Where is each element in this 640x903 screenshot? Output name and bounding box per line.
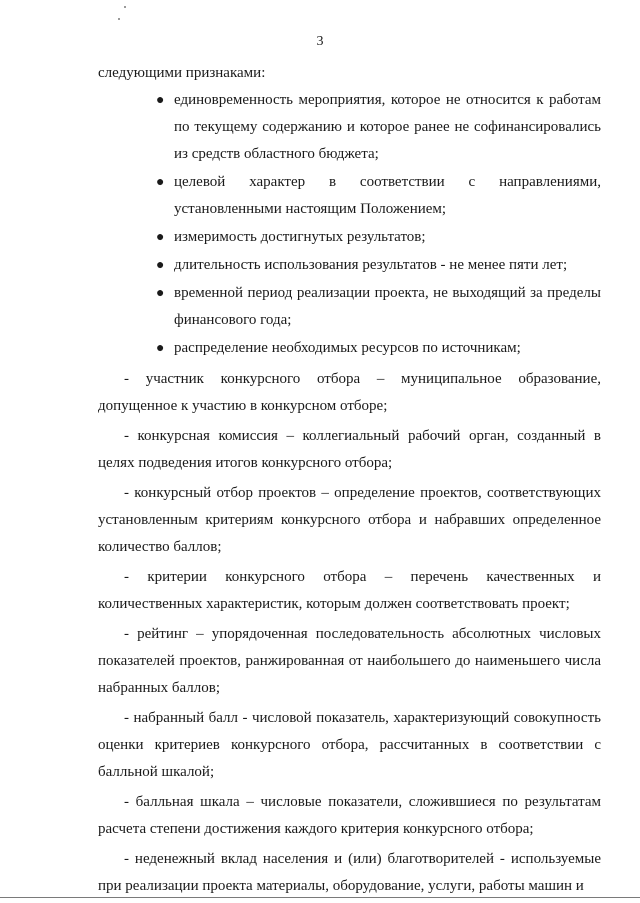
definition-paragraph: - рейтинг – упорядоченная последовательность абсолютных числовых показателей проектов, ранжированная от наибольшего до наименьшего числа набранных баллов; <box>98 626 601 696</box>
page-number: 3 <box>316 34 324 49</box>
scan-edge-line <box>0 897 640 898</box>
bullet-icon: ● <box>156 175 165 190</box>
list-item: ● измеримость достигнутых результатов; <box>174 224 601 251</box>
definition-paragraph: - балльная шкала – числовые показатели, сложившиеся по результатам расчета степени достижения каждого критерия конкурсного отбора; <box>98 794 601 837</box>
list-item: ● распределение необходимых ресурсов по источникам; <box>174 335 601 362</box>
bullet-icon: ● <box>156 258 165 273</box>
bullet-icon: ● <box>156 93 165 108</box>
intro-line: следующими признаками: <box>98 65 266 81</box>
list-item: ● длительность использования результатов - не менее пяти лет; <box>174 252 601 279</box>
scan-speck <box>118 18 120 20</box>
definition-paragraph: - конкурсный отбор проектов – определение проектов, соответствующих установленным критериям конкурсного отбора и набравших определенное количество баллов; <box>98 485 601 555</box>
definition-paragraph: - конкурсная комиссия – коллегиальный рабочий орган, созданный в целях подведения итогов конкурсного отбора; <box>98 428 601 471</box>
bullet-icon: ● <box>156 230 165 245</box>
definition-paragraph: - критерии конкурсного отбора – перечень качественных и количественных характеристик, которым должен соответствовать проект; <box>98 569 601 612</box>
definition-paragraph: - участник конкурсного отбора – муниципальное образование, допущенное к участию в конкурсном отборе; <box>98 371 601 414</box>
definition-paragraph: - неденежный вклад населения и (или) благотворителей - используемые при реализации проекта материалы, оборудование, услуги, работы машин и <box>98 851 601 894</box>
list-item: ● единовременность мероприятия, которое не относится к работам по текущему содержанию и которое ранее не софинансировались из средств областного бюджета; <box>174 87 601 168</box>
list-item: ● временной период реализации проекта, не выходящий за пределы финансового года; <box>174 280 601 334</box>
list-item: ● целевой характер в соответствии с направлениями, установленными настоящим Положением; <box>174 169 601 223</box>
bullet-icon: ● <box>156 341 165 356</box>
criteria-list <box>98 87 601 362</box>
bullet-icon: ● <box>156 286 165 301</box>
document-body <box>98 60 601 900</box>
definition-paragraph: - набранный балл - числовой показатель, характеризующий совокупность оценки критериев конкурсного отбора, рассчитанных в соответствии с балльной шкалой; <box>98 710 601 780</box>
scan-speck <box>124 6 126 8</box>
